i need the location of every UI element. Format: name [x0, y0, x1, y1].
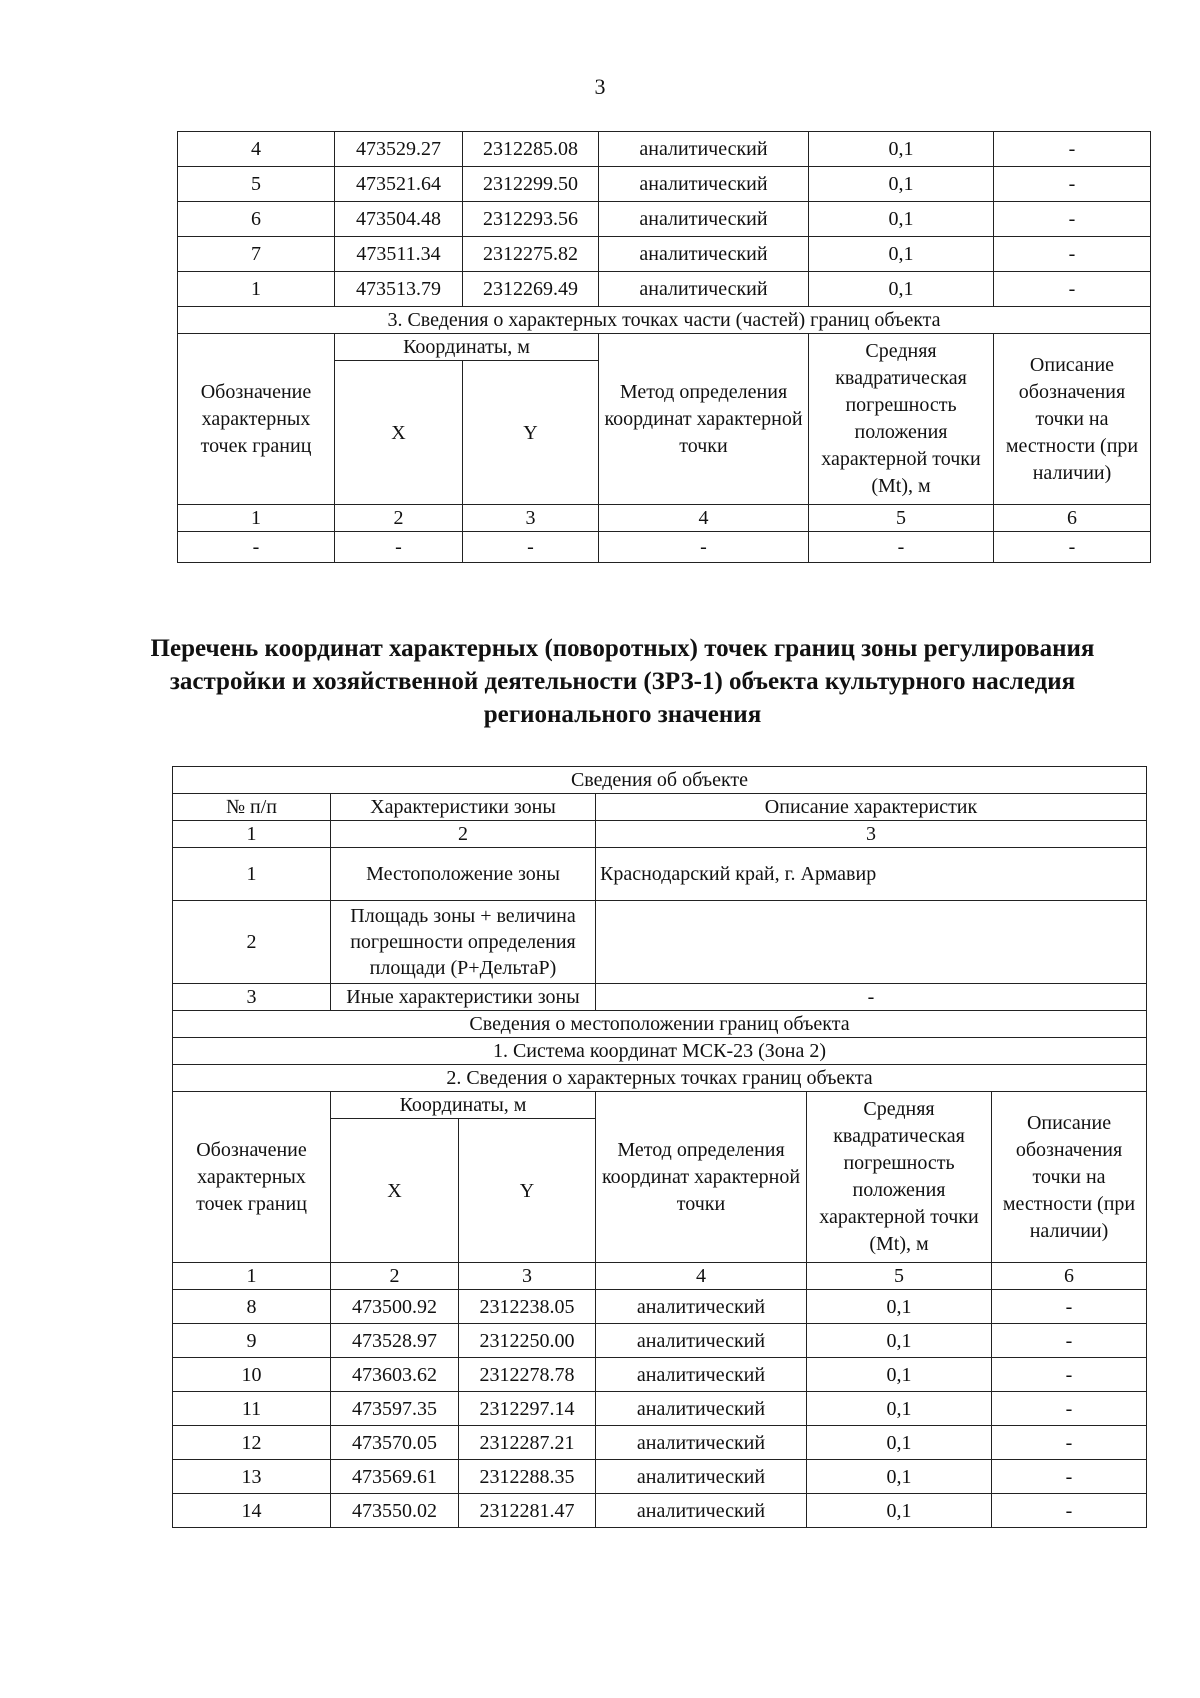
header-designation: Обозначение характерных точек границ	[178, 334, 335, 505]
coord-y: 2312278.78	[459, 1358, 596, 1392]
info-num: 3	[173, 984, 331, 1011]
mt: 0,1	[809, 132, 994, 167]
info-row	[173, 901, 1147, 984]
coord-x: 473528.97	[331, 1324, 459, 1358]
col-number: 2	[331, 821, 596, 848]
description: -	[992, 1494, 1147, 1528]
mt: 0,1	[809, 167, 994, 202]
description: -	[992, 1426, 1147, 1460]
table-row	[173, 1426, 1147, 1460]
table-row	[173, 1358, 1147, 1392]
method: аналитический	[599, 132, 809, 167]
table-row	[173, 1392, 1147, 1426]
coord-y: 2312250.00	[459, 1324, 596, 1358]
header-mt: Средняя квадратическая погрешность положения характерной точки (Mt), м	[807, 1092, 992, 1263]
mt: 0,1	[807, 1392, 992, 1426]
mt: 0,1	[809, 202, 994, 237]
header-coords: Координаты, м	[335, 334, 599, 361]
coord-x: 473529.27	[335, 132, 463, 167]
location-title: Сведения о местоположении границ объекта	[173, 1011, 1147, 1038]
table-row	[178, 202, 1151, 237]
table-row	[178, 237, 1151, 272]
header-description-of-characteristics: Описание характеристик	[596, 794, 1147, 821]
mt: 0,1	[809, 237, 994, 272]
point-id: 6	[178, 202, 335, 237]
col-number: 1	[173, 821, 331, 848]
empty-cell: -	[463, 532, 599, 563]
empty-cell: -	[994, 532, 1151, 563]
info-name: Площадь зоны + величина погрешности определения площади (Р+ДельтаР)	[331, 901, 596, 984]
table-row	[173, 1290, 1147, 1324]
coord-system: 1. Система координат МСК-23 (Зона 2)	[173, 1038, 1147, 1065]
header-method: Метод определения координат характерной точки	[596, 1092, 807, 1263]
page-number: 3	[594, 74, 606, 99]
coord-x: 473570.05	[331, 1426, 459, 1460]
table-row	[178, 167, 1151, 202]
coord-y: 2312299.50	[463, 167, 599, 202]
coord-x: 473550.02	[331, 1494, 459, 1528]
coord-y: 2312288.35	[459, 1460, 596, 1494]
col-number: 4	[599, 505, 809, 532]
point-id: 11	[173, 1392, 331, 1426]
header-characteristics: Характеристики зоны	[331, 794, 596, 821]
info-num: 2	[173, 901, 331, 984]
point-id: 10	[173, 1358, 331, 1392]
mt: 0,1	[807, 1494, 992, 1528]
empty-cell: -	[809, 532, 994, 563]
coord-x: 473500.92	[331, 1290, 459, 1324]
point-id: 7	[178, 237, 335, 272]
col-number: 6	[992, 1263, 1147, 1290]
coord-x: 473603.62	[331, 1358, 459, 1392]
description: -	[992, 1290, 1147, 1324]
point-id: 5	[178, 167, 335, 202]
method: аналитический	[599, 167, 809, 202]
method: аналитический	[596, 1426, 807, 1460]
point-id: 12	[173, 1426, 331, 1460]
description: -	[994, 202, 1151, 237]
method: аналитический	[596, 1494, 807, 1528]
column-numbers-row	[178, 505, 1151, 532]
table-row	[173, 1460, 1147, 1494]
description: -	[994, 167, 1151, 202]
col-number: 5	[807, 1263, 992, 1290]
mt: 0,1	[807, 1290, 992, 1324]
empty-cell: -	[599, 532, 809, 563]
coord-x: 473504.48	[335, 202, 463, 237]
info-num: 1	[173, 848, 331, 901]
col-number: 2	[335, 505, 463, 532]
method: аналитический	[596, 1392, 807, 1426]
header-description: Описание обозначения точки на местности (при наличии)	[994, 334, 1151, 505]
method: аналитический	[599, 202, 809, 237]
col-number: 1	[173, 1263, 331, 1290]
header-coords: Координаты, м	[331, 1092, 596, 1119]
coord-x: 473521.64	[335, 167, 463, 202]
col-number: 3	[463, 505, 599, 532]
section-title: 3. Сведения о характерных точках части (частей) границ объекта	[178, 307, 1151, 334]
description: -	[994, 237, 1151, 272]
table-row	[178, 132, 1151, 167]
method: аналитический	[596, 1290, 807, 1324]
col-number: 3	[459, 1263, 596, 1290]
section-heading: Перечень координат характерных (поворотных) точек границ зоны регулирования застройки и хозяйственной деятельности (ЗРЗ-1) объекта культурного наследия регионального значения	[150, 635, 1095, 728]
header-y: Y	[459, 1119, 596, 1263]
header-y: Y	[463, 361, 599, 505]
coord-y: 2312238.05	[459, 1290, 596, 1324]
mt: 0,1	[807, 1324, 992, 1358]
col-number: 6	[994, 505, 1151, 532]
points-title: 2. Сведения о характерных точках границ объекта	[173, 1065, 1147, 1092]
description: -	[994, 132, 1151, 167]
description: -	[992, 1392, 1147, 1426]
info-value: Краснодарский край, г. Армавир	[596, 848, 1147, 901]
point-id: 13	[173, 1460, 331, 1494]
info-name: Местоположение зоны	[331, 848, 596, 901]
info-name: Иные характеристики зоны	[331, 984, 596, 1011]
description: -	[992, 1460, 1147, 1494]
zone-table	[172, 766, 1147, 1528]
method: аналитический	[599, 237, 809, 272]
method: аналитический	[596, 1460, 807, 1494]
method: аналитический	[596, 1324, 807, 1358]
empty-cell: -	[335, 532, 463, 563]
info-row	[173, 984, 1147, 1011]
header-method: Метод определения координат характерной точки	[599, 334, 809, 505]
col-number: 2	[331, 1263, 459, 1290]
info-value	[596, 901, 1147, 984]
coord-x: 473569.61	[331, 1460, 459, 1494]
point-id: 1	[178, 272, 335, 307]
empty-cell: -	[178, 532, 335, 563]
method: аналитический	[599, 272, 809, 307]
description: -	[992, 1358, 1147, 1392]
mt: 0,1	[807, 1426, 992, 1460]
method: аналитический	[596, 1358, 807, 1392]
header-mt: Средняя квадратическая погрешность положения характерной точки (Mt), м	[809, 334, 994, 505]
col-number: 1	[178, 505, 335, 532]
column-numbers-row	[173, 1263, 1147, 1290]
header-designation: Обозначение характерных точек границ	[173, 1092, 331, 1263]
coord-y: 2312269.49	[463, 272, 599, 307]
object-info-title: Сведения об объекте	[173, 767, 1147, 794]
point-id: 4	[178, 132, 335, 167]
mt: 0,1	[809, 272, 994, 307]
coord-y: 2312275.82	[463, 237, 599, 272]
coord-x: 473513.79	[335, 272, 463, 307]
description: -	[992, 1324, 1147, 1358]
info-row	[173, 848, 1147, 901]
coord-x: 473511.34	[335, 237, 463, 272]
description: -	[994, 272, 1151, 307]
point-id: 9	[173, 1324, 331, 1358]
table-row	[173, 1324, 1147, 1358]
mt: 0,1	[807, 1460, 992, 1494]
header-description: Описание обозначения точки на местности (при наличии)	[992, 1092, 1147, 1263]
col-number: 5	[809, 505, 994, 532]
coord-y: 2312297.14	[459, 1392, 596, 1426]
coord-x: 473597.35	[331, 1392, 459, 1426]
col-number: 3	[596, 821, 1147, 848]
info-value: -	[596, 984, 1147, 1011]
coord-y: 2312281.47	[459, 1494, 596, 1528]
point-id: 8	[173, 1290, 331, 1324]
header-x: X	[335, 361, 463, 505]
coord-y: 2312293.56	[463, 202, 599, 237]
points-table-continued	[177, 131, 1151, 563]
point-id: 14	[173, 1494, 331, 1528]
coord-y: 2312285.08	[463, 132, 599, 167]
table-row	[178, 532, 1151, 563]
header-x: X	[331, 1119, 459, 1263]
table-row	[178, 272, 1151, 307]
col-number: 4	[596, 1263, 807, 1290]
mt: 0,1	[807, 1358, 992, 1392]
header-num: № п/п	[173, 794, 331, 821]
table-row	[173, 1494, 1147, 1528]
coord-y: 2312287.21	[459, 1426, 596, 1460]
